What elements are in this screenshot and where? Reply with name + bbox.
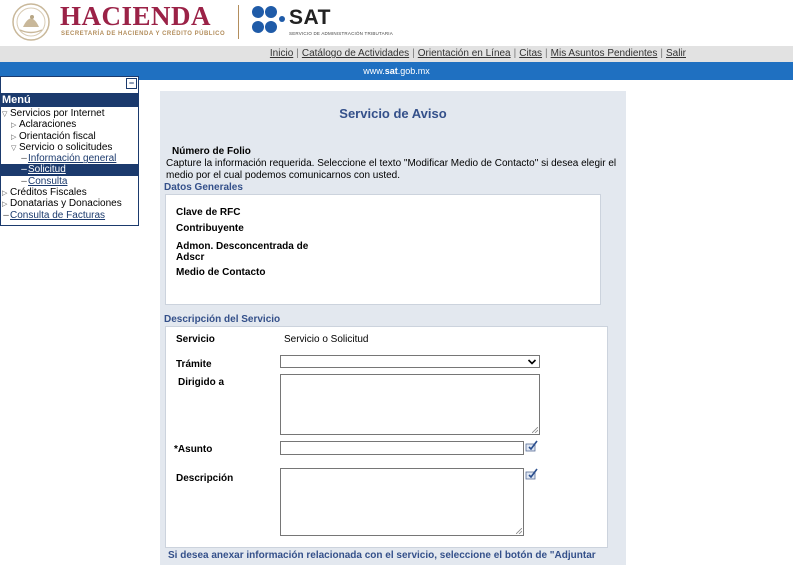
section-title-datos-generales: Datos Generales — [164, 182, 243, 193]
url-suffix: .gob.mx — [397, 66, 430, 76]
sat-subtitle: SERVICIO DE ADMINISTRACIÓN TRIBUTARIA — [289, 31, 393, 36]
nav-link-inicio[interactable]: Inicio — [269, 48, 294, 59]
descripcion-servicio-panel — [165, 326, 608, 548]
leaf-dash-icon: – — [21, 164, 27, 176]
menu-item-label: Consulta de Facturas — [10, 209, 106, 221]
menu-item[interactable] — [1, 153, 138, 164]
nav-link-orientacion[interactable]: Orientación en Línea — [417, 48, 511, 59]
menu-item[interactable] — [1, 210, 138, 221]
menu-item[interactable] — [1, 131, 138, 142]
collapsed-triangle-icon: ▷ — [11, 133, 17, 141]
menu-item-label: Solicitud — [28, 164, 66, 176]
tramite-select[interactable] — [280, 355, 540, 368]
page-title: Servicio de Aviso — [339, 106, 447, 121]
menu-item-label: Servicios por Internet — [10, 108, 105, 119]
spellcheck-icon[interactable] — [525, 468, 539, 480]
expanded-triangle-icon: ▽ — [11, 144, 17, 152]
menu-item[interactable] — [1, 187, 138, 198]
menu-collapse-button[interactable]: − — [126, 78, 137, 89]
menu-item-label: Servicio o solicitudes — [19, 141, 113, 153]
nav-link-mis-asuntos[interactable]: Mis Asuntos Pendientes — [550, 48, 658, 59]
url-prefix: www. — [363, 66, 385, 76]
menu-item-label: Información general — [28, 153, 117, 165]
menu-item[interactable] — [1, 164, 138, 175]
section-title-descripcion-servicio: Descripción del Servicio — [164, 314, 281, 325]
collapsed-triangle-icon: ▷ — [11, 122, 17, 130]
menu-item-label: Consulta — [28, 175, 68, 187]
leaf-dash-icon: – — [3, 209, 9, 221]
header-divider — [238, 5, 239, 39]
servicio-label: Servicio — [176, 334, 215, 345]
descripcion-label: Descripción — [176, 473, 234, 484]
menu-item[interactable] — [1, 198, 138, 209]
attachment-note: Si desea anexar información relacionada con el servicio, seleccione el botón de "Adjuntar — [168, 550, 596, 561]
admon-label: Admon. Desconcentrada de Adscr — [176, 241, 309, 263]
required-marker: * — [174, 444, 178, 455]
site-header — [0, 0, 793, 46]
nav-link-catalogo[interactable]: Catálogo de Actividades — [301, 48, 410, 59]
mexico-seal-icon — [8, 2, 54, 42]
folio-label: Número de Folio — [172, 146, 251, 157]
leaf-dash-icon: – — [21, 153, 27, 165]
contribuyente-label: Contribuyente — [176, 223, 244, 234]
resize-handle-icon[interactable] — [532, 427, 538, 433]
rfc-label: Clave de RFC — [176, 207, 241, 218]
chevron-down-icon — [527, 357, 537, 367]
collapsed-triangle-icon: ▷ — [2, 190, 8, 198]
menu-item[interactable] — [1, 119, 138, 130]
sat-logo-icon — [251, 5, 285, 37]
dirigido-label: Dirigido a — [178, 377, 225, 388]
sat-title: SAT — [289, 6, 331, 29]
datos-generales-panel — [165, 194, 601, 305]
resize-handle-icon[interactable] — [516, 528, 522, 534]
menu-item[interactable] — [1, 176, 138, 187]
menu-header: Menú — [1, 93, 138, 107]
url-bold: sat — [384, 66, 398, 76]
hacienda-subtitle: SECRETARÍA DE HACIENDA Y CRÉDITO PÚBLICO — [61, 31, 226, 37]
main-content — [160, 91, 626, 565]
instructions-text: Capture la información requerida. Seleccione el texto "Modificar Medio de Contacto" si desea elegir el medio por el cual podemos comunicarnos con usted. — [166, 158, 617, 181]
top-nav-links: Inicio | Catálogo de Actividades | Orientación en Línea | Citas | Mis Asuntos Pendientes | Salir — [269, 48, 686, 59]
expanded-triangle-icon: ▽ — [2, 111, 8, 118]
medio-contacto-label: Medio de Contacto — [176, 267, 266, 278]
menu-item-label: Orientación fiscal — [19, 130, 96, 142]
side-menu — [0, 76, 139, 226]
menu-item-label: Aclaraciones — [19, 119, 77, 131]
collapsed-triangle-icon: ▷ — [2, 201, 8, 209]
servicio-value: Servicio o Solicitud — [284, 334, 369, 345]
menu-item-label: Donatarias y Donaciones — [10, 198, 122, 210]
asunto-label-text: Asunto — [177, 444, 213, 455]
descripcion-textarea[interactable] — [280, 468, 524, 536]
spellcheck-icon[interactable] — [525, 440, 539, 452]
tramite-label: Trámite — [176, 359, 212, 370]
dirigido-textarea[interactable] — [280, 374, 540, 435]
leaf-dash-icon: – — [21, 175, 27, 187]
menu-item[interactable] — [1, 142, 138, 153]
nav-link-citas[interactable]: Citas — [519, 48, 543, 59]
menu-items — [1, 108, 138, 221]
asunto-label — [174, 444, 212, 455]
asunto-input[interactable] — [280, 441, 524, 455]
top-navigation — [0, 46, 793, 62]
menu-item[interactable] — [1, 108, 138, 119]
menu-item-label: Créditos Fiscales — [10, 187, 87, 199]
hacienda-title: HACIENDA — [60, 1, 212, 31]
nav-link-salir[interactable]: Salir — [665, 48, 686, 59]
